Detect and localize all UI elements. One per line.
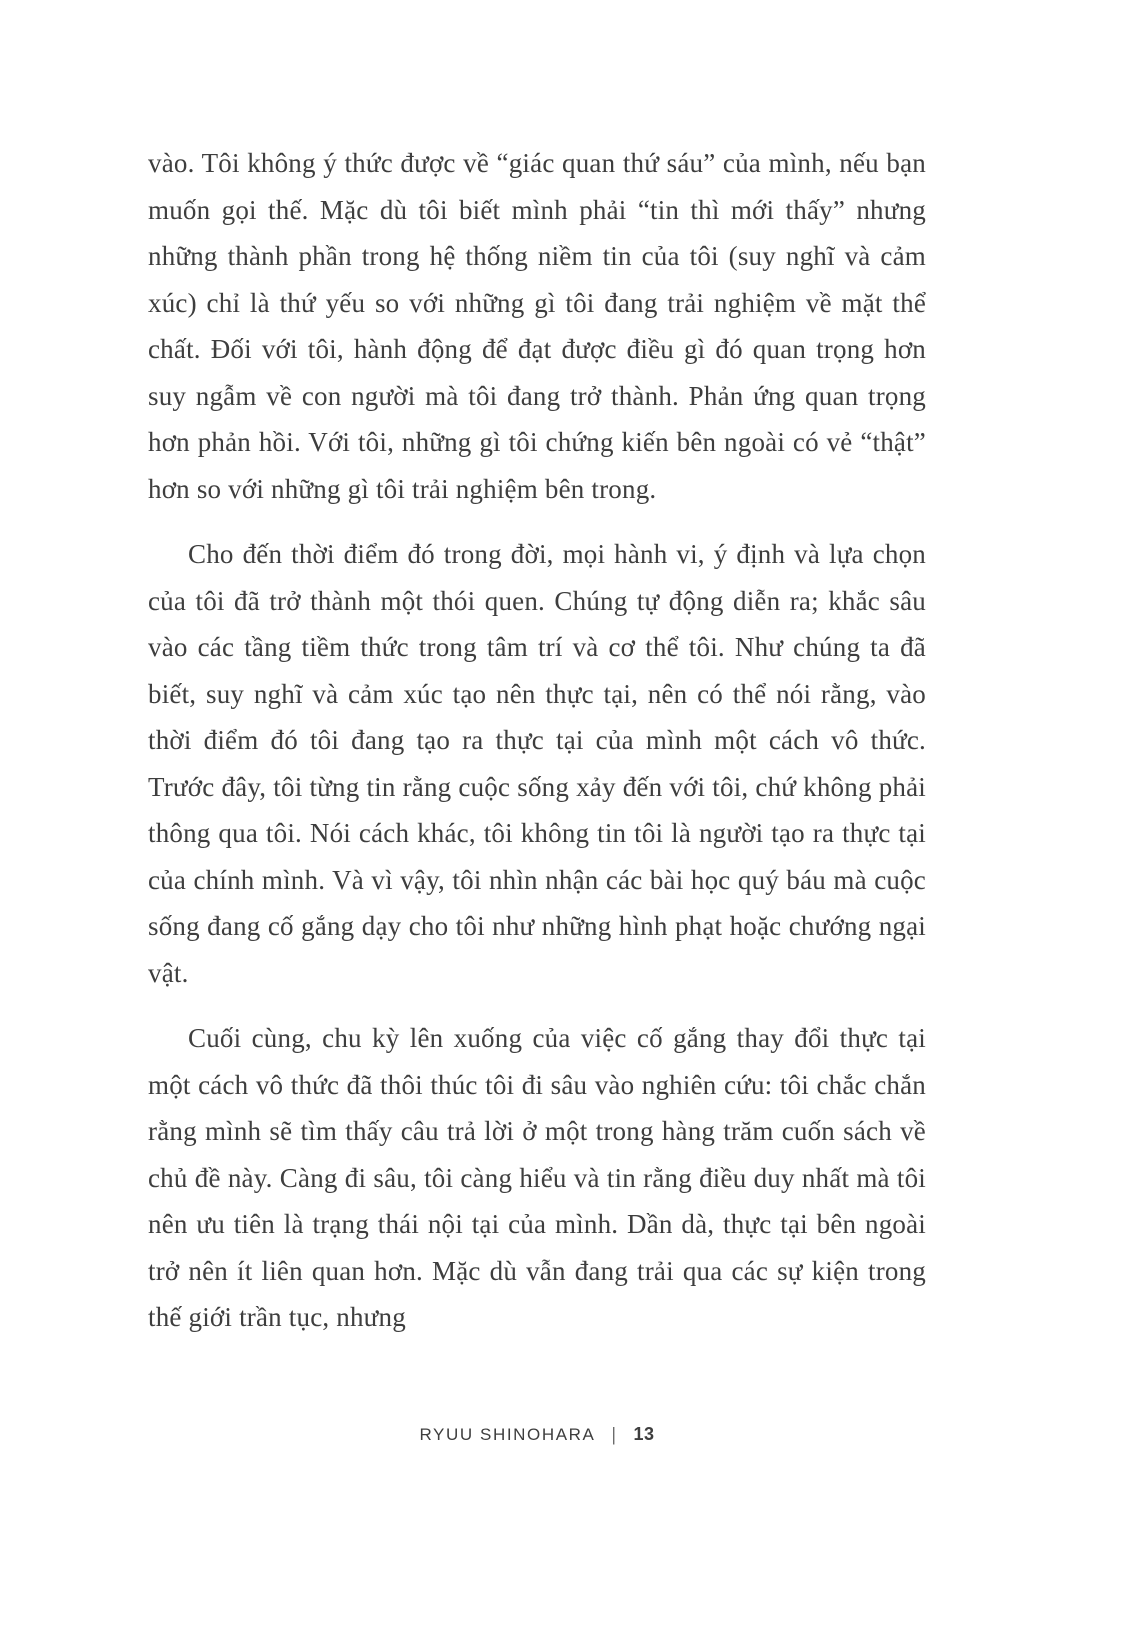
- footer-separator-icon: |: [611, 1424, 618, 1445]
- page-body: [148, 140, 926, 1360]
- page-number: 13: [633, 1424, 655, 1444]
- running-head-author: RYUU SHINOHARA: [419, 1425, 596, 1444]
- body-paragraph: Cuối cùng, chu kỳ lên xuống của việc cố gắng thay đổi thực tại một cách vô thức đã thôi thúc tôi đi sâu vào nghiên cứu: tôi chắc chắn rằng mình sẽ tìm thấy câu trả lời ở một trong hàng trăm cuốn sách về chủ đề này. Càng đi sâu, tôi càng hiểu và tin rằng điều duy nhất mà tôi nên ưu tiên là trạng thái nội tại của mình. Dần dà, thực tại bên ngoài trở nên ít liên quan hơn. Mặc dù vẫn đang trải qua các sự kiện trong thế giới trần tục, nhưng: [148, 1023, 926, 1332]
- body-paragraph: vào. Tôi không ý thức được về “giác quan thứ sáu” của mình, nếu bạn muốn gọi thế. Mặc dù tôi biết mình phải “tin thì mới thấy” nhưng những thành phần trong hệ thống niềm tin của tôi (suy nghĩ và cảm xúc) chỉ là thứ yếu so với những gì tôi đang trải nghiệm về mặt thể chất. Đối với tôi, hành động để đạt được điều gì đó quan trọng hơn suy ngẫm về con người mà tôi đang trở thành. Phản ứng quan trọng hơn phản hồi. Với tôi, những gì tôi chứng kiến bên ngoài có vẻ “thật” hơn so với những gì tôi trải nghiệm bên trong.: [148, 148, 926, 504]
- body-paragraph: Cho đến thời điểm đó trong đời, mọi hành vi, ý định và lựa chọn của tôi đã trở thành một thói quen. Chúng tự động diễn ra; khắc sâu vào các tầng tiềm thức trong tâm trí và cơ thể tôi. Như chúng ta đã biết, suy nghĩ và cảm xúc tạo nên thực tại, nên có thể nói rằng, vào thời điểm đó tôi đang tạo ra thực tại của mình một cách vô thức. Trước đây, tôi từng tin rằng cuộc sống xảy đến với tôi, chứ không phải thông qua tôi. Nói cách khác, tôi không tin tôi là người tạo ra thực tại của chính mình. Và vì vậy, tôi nhìn nhận các bài học quý báu mà cuộc sống đang cố gắng dạy cho tôi như những hình phạt hoặc chướng ngại vật.: [148, 539, 926, 988]
- page-footer: [148, 1424, 926, 1445]
